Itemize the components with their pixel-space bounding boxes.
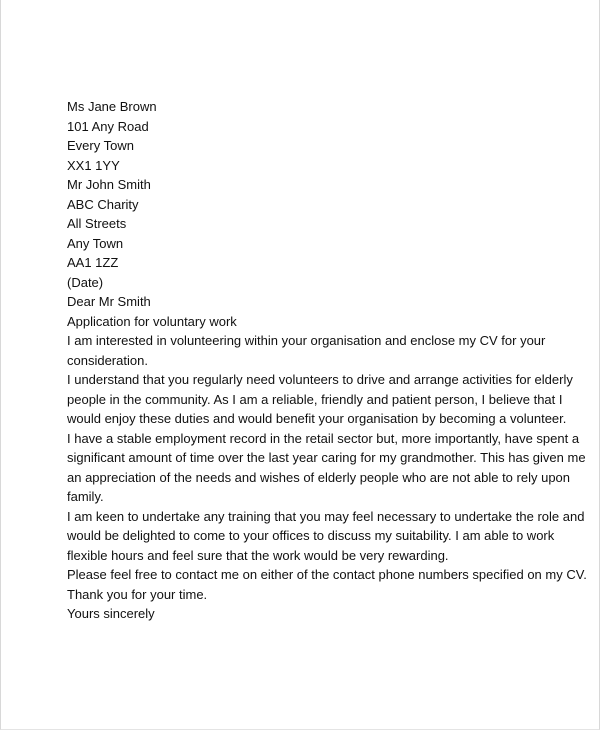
body-line: I understand that you regularly need volunteers to drive and arrange activities for elderly [67,372,573,387]
body-line: I am keen to undertake any training that you may feel necessary to undertake the role and [67,508,585,524]
body-line: would enjoy these duties and would benefit your organisation by becoming a volunteer. [67,411,567,426]
cover-letter [67,97,587,624]
body-line: an appreciation of the needs and wishes of elderly people who are not able to rely upon [67,469,571,485]
body-line: flexible hours and feel sure that the work would be very rewarding. [67,547,449,563]
body-line: significant amount of time over the last year caring for my grandmother. This has given me [67,450,586,465]
body-line: I have a stable employment record in the retail sector but, more importantly, have spent a [67,430,580,446]
sender-name: Ms Jane Brown [67,99,157,114]
letter-date: (Date) [67,274,104,290]
recipient-town: Any Town [67,235,124,251]
body-line: Thank you for your time. [67,586,208,602]
body-line: Please feel free to contact me on either of the contact phone numbers specified on my CV. [67,567,587,582]
recipient-street: All Streets [67,216,127,231]
sender-town: Every Town [67,138,134,153]
body-line: people in the community. As I am a reliable, friendly and patient person, I believe that I [67,391,563,407]
recipient-organisation: ABC Charity [67,196,139,212]
recipient-name: Mr John Smith [67,177,151,192]
body-line: I am interested in volunteering within your organisation and enclose my CV for your [67,333,546,348]
body-line: would be delighted to come to your offices to discuss my suitability. I am able to work [67,528,555,543]
closing: Yours sincerely [67,606,155,621]
sender-postcode: XX1 1YY [67,157,120,173]
salutation: Dear Mr Smith [67,294,151,309]
subject-line: Application for voluntary work [67,313,237,329]
sender-street: 101 Any Road [67,118,149,134]
body-line: consideration. [67,352,148,368]
recipient-postcode: AA1 1ZZ [67,255,119,270]
body-line: family. [67,489,104,504]
